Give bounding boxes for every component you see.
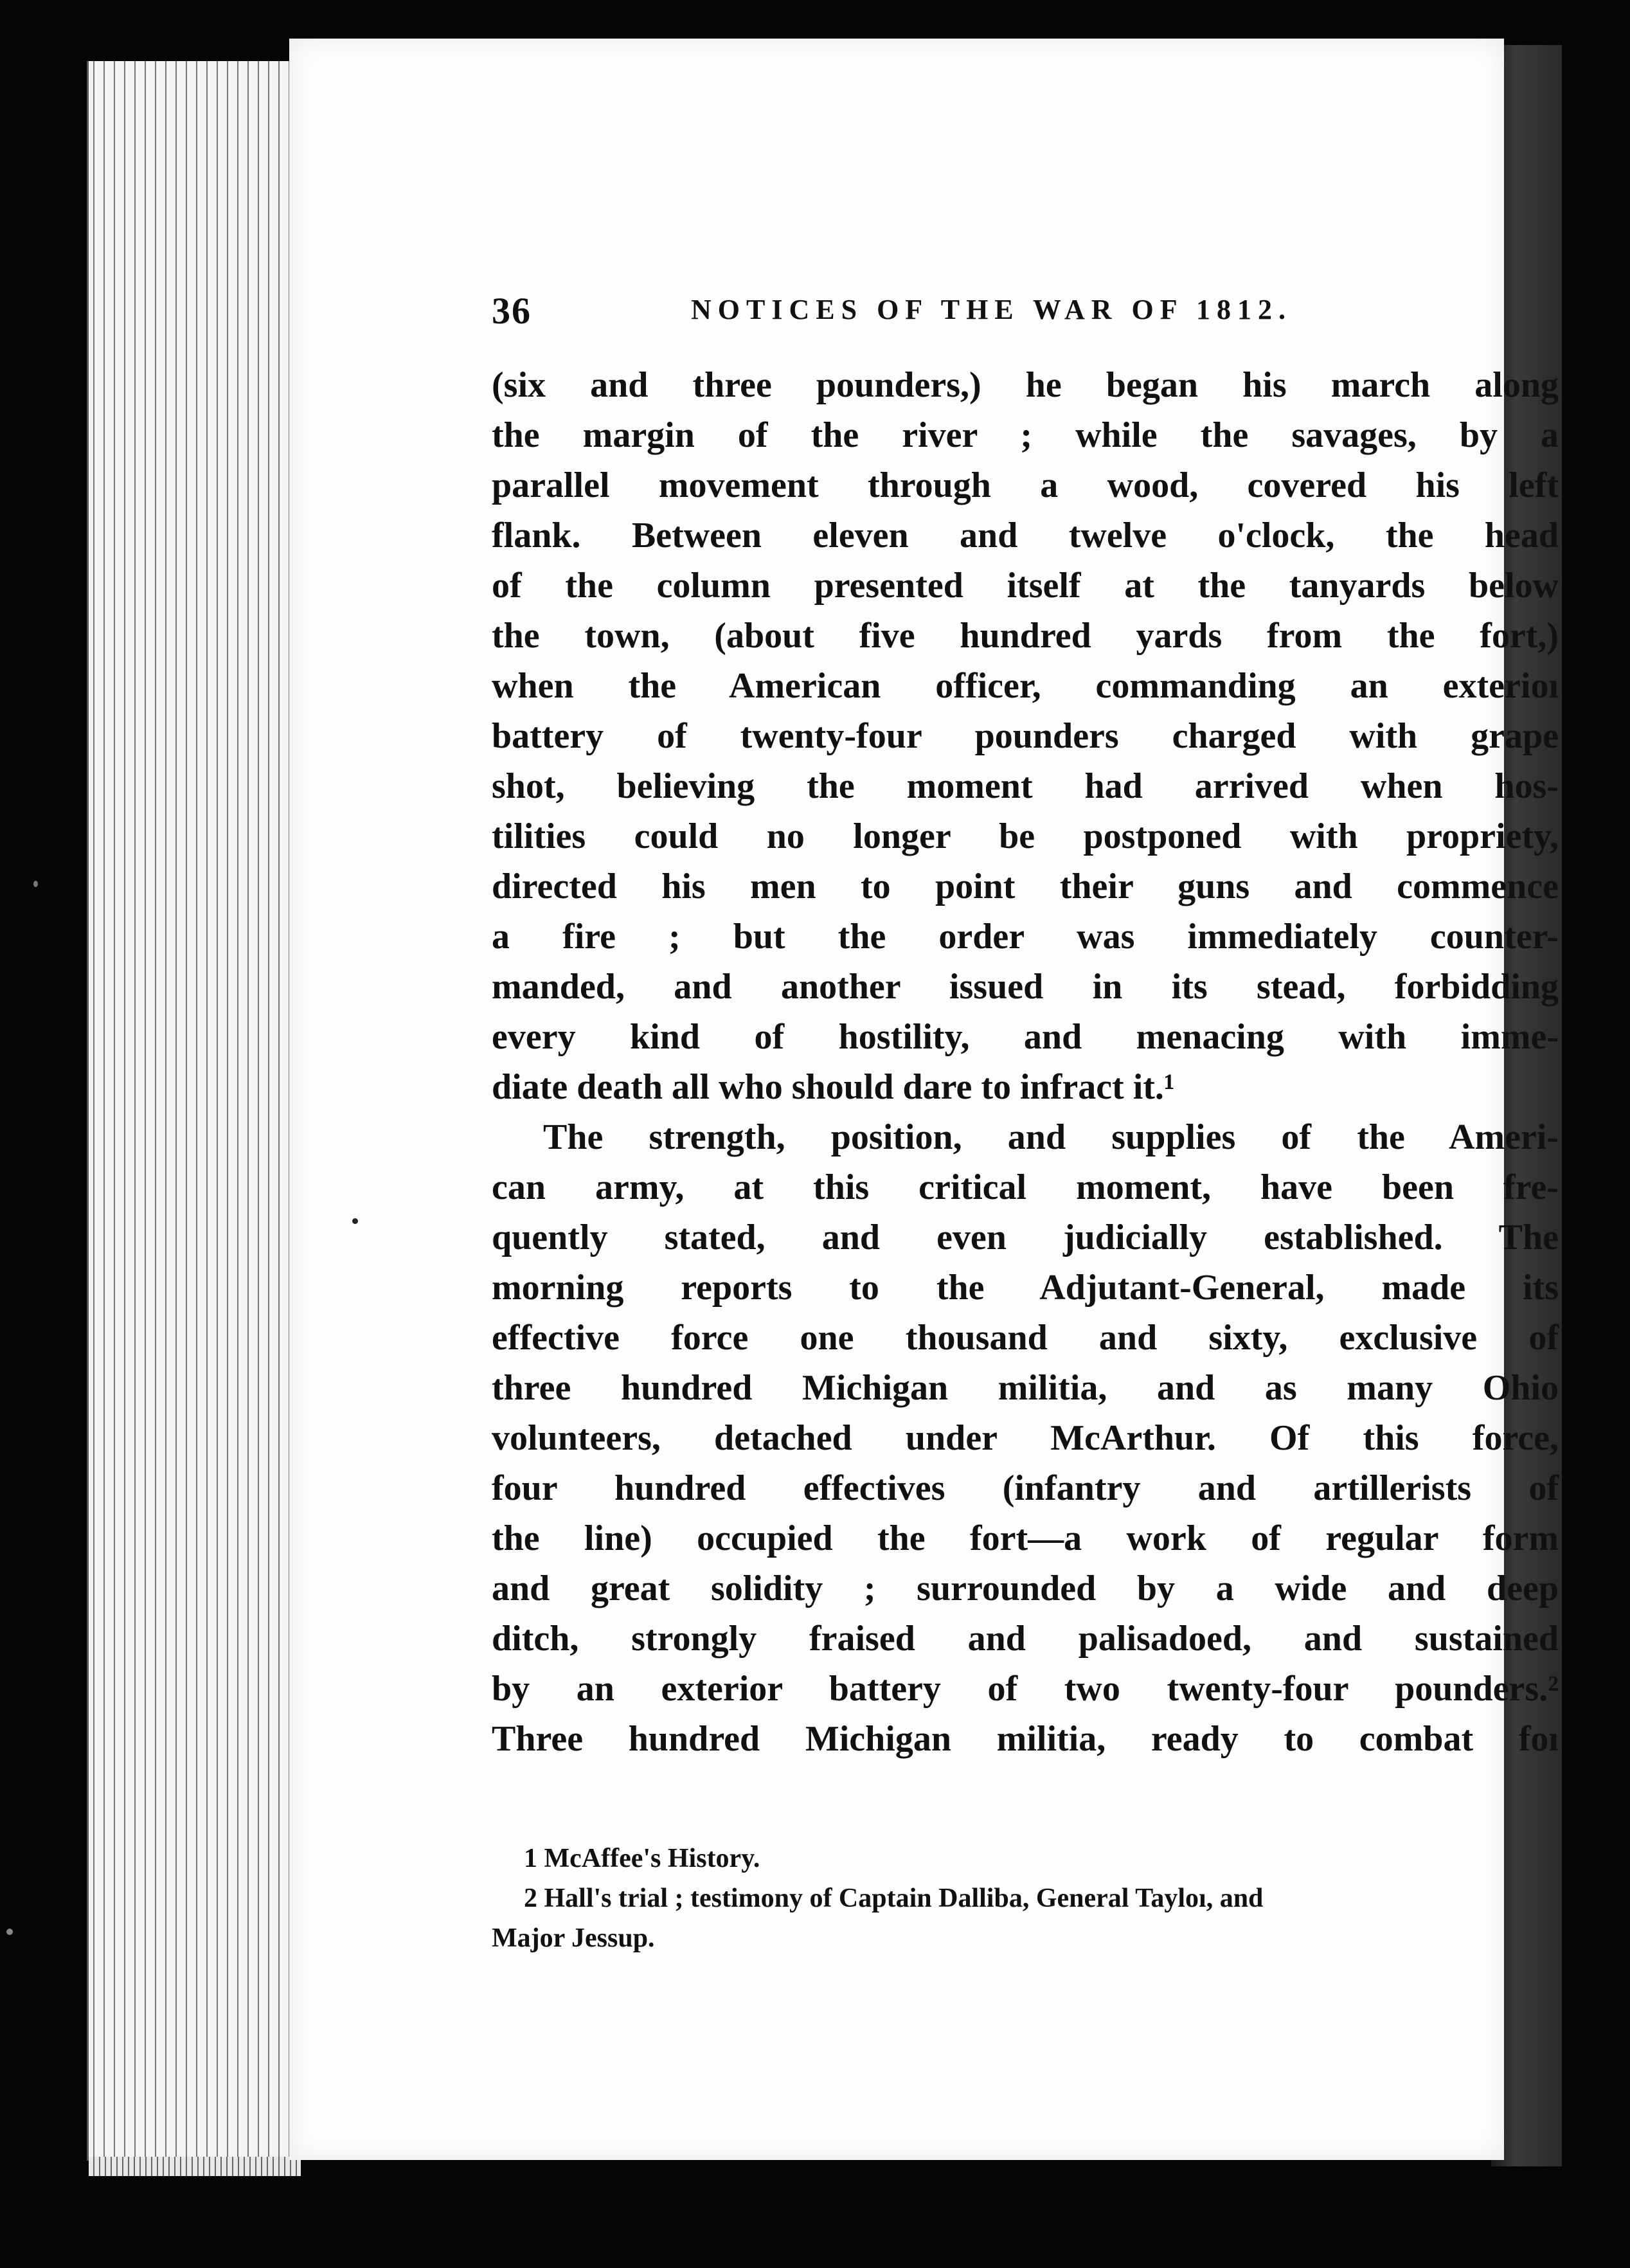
text-line: the margin of the river ; while the savages, by a <box>492 415 1559 455</box>
footnote-2: 2 Hall's trial ; testimony of Captain Dalliba, General Tayloı, and <box>524 1884 1264 1913</box>
text-line: parallel movement through a wood, covered his left <box>492 465 1559 505</box>
text-line: three hundred Michigan militia, and as many Ohio <box>492 1368 1559 1408</box>
text-line: every kind of hostility, and menacing with imme- <box>492 1017 1559 1057</box>
text-line: and great solidity ; surrounded by a wide and deep <box>492 1569 1559 1608</box>
running-title: NOTICES OF THE WAR OF 1812. <box>691 294 1293 325</box>
text-line: of the column presented itself at the tanyards below <box>492 566 1559 606</box>
text-line: Three hundred Michigan militia, ready to combat foı <box>492 1719 1559 1759</box>
scan-speck <box>33 881 38 887</box>
scan-speck <box>6 1929 13 1935</box>
text-line: four hundred effectives (infantry and artillerists of <box>492 1468 1559 1508</box>
footnotes <box>492 1839 1559 1958</box>
text-line: manded, and another issued in its stead, forbidding <box>492 967 1559 1007</box>
footnote-2-continued: Major Jessup. <box>492 1923 655 1953</box>
text-line: directed his men to point their guns and commence <box>492 867 1559 906</box>
text-line: a fire ; but the order was immediately counter- <box>492 917 1559 957</box>
text-line: ditch, strongly fraised and palisadoed, and sustained <box>492 1619 1559 1659</box>
text-line: volunteers, detached under McArthur. Of this force, <box>492 1418 1559 1458</box>
text-line: flank. Between eleven and twelve o'clock, the head <box>492 516 1559 555</box>
text-line: (six and three pounders,) he began his march along <box>492 365 1559 405</box>
text-line: battery of twenty-four pounders charged with grape <box>492 716 1559 756</box>
running-head <box>492 289 1559 341</box>
text-line: quently stated, and even judicially established. The <box>492 1218 1559 1257</box>
page-edges-stack <box>87 61 301 2161</box>
text-line: morning reports to the Adjutant-General, made its <box>492 1268 1559 1308</box>
scan-speck <box>352 1218 358 1224</box>
text-line: the town, (about five hundred yards from the fort,) <box>492 616 1559 656</box>
page-number: 36 <box>492 290 532 332</box>
text-line: tilities could no longer be postponed with propriety, <box>492 816 1559 856</box>
text-line: can army, at this critical moment, have been fre- <box>492 1167 1559 1207</box>
text-line: effective force one thousand and sixty, exclusive of <box>492 1318 1559 1358</box>
text-line: when the American officer, commanding an exterioı <box>492 666 1559 706</box>
text-line: the line) occupied the fort—a work of regular form <box>492 1518 1559 1558</box>
text-line: diate death all who should dare to infract it.¹ <box>492 1067 1175 1107</box>
body-text <box>492 360 1559 1764</box>
text-line: by an exterior battery of two twenty-four pounders.² <box>492 1669 1559 1709</box>
footnote-1: 1 McAffee's History. <box>524 1844 760 1873</box>
paragraph-first-line: The strength, position, and supplies of the Ameri- <box>543 1117 1559 1157</box>
book-page <box>289 39 1559 2160</box>
text-line: shot, believing the moment had arrived when hos- <box>492 766 1559 806</box>
